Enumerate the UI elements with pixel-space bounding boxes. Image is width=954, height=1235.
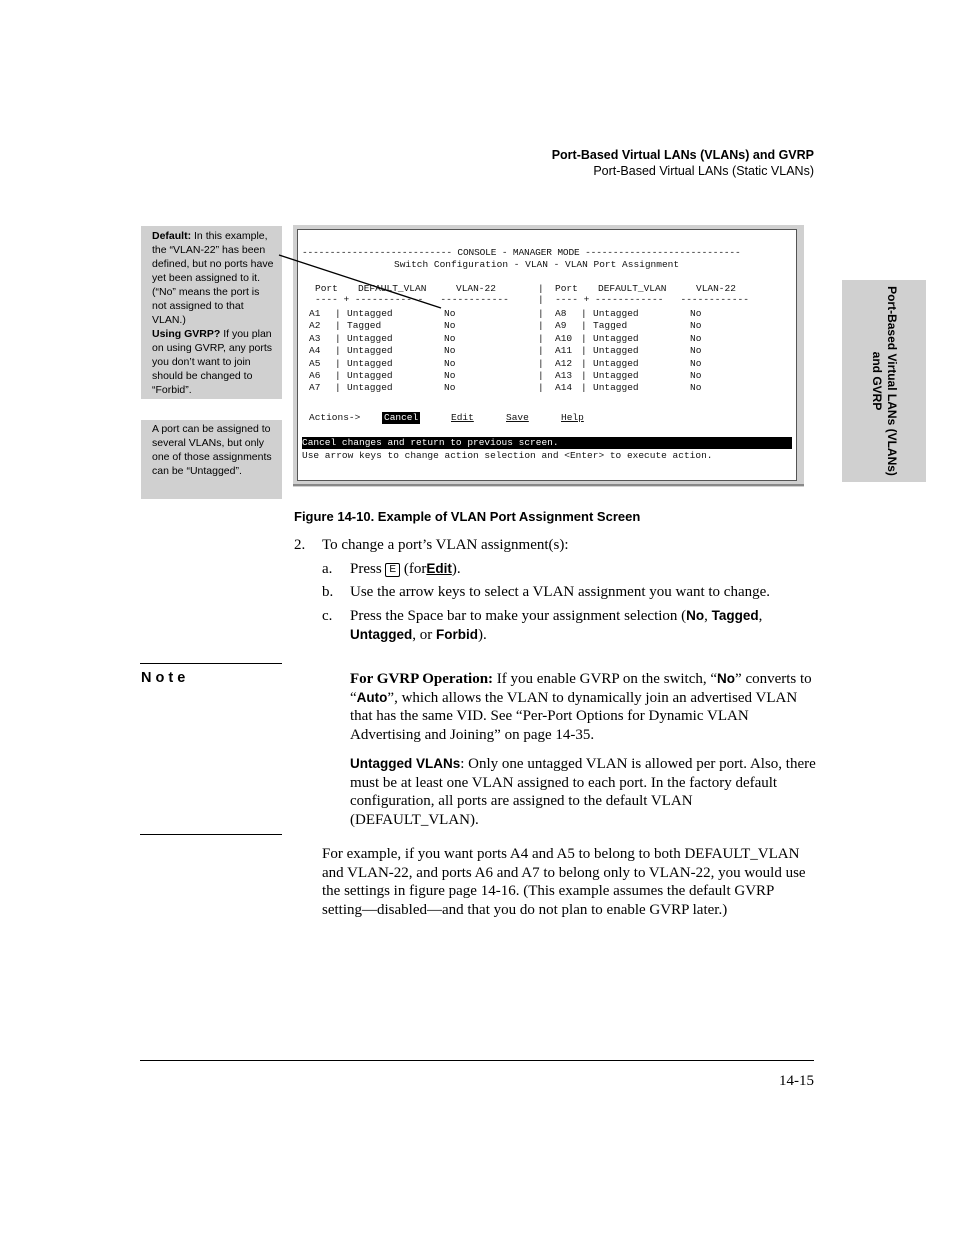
cell-port: A8 — [555, 308, 567, 319]
cell-vlan22[interactable]: No — [690, 370, 702, 381]
note-gvrp-no: No — [717, 671, 736, 686]
note-untagged-head: Untagged VLANs — [350, 756, 461, 771]
status-line: Cancel changes and return to previous screen. — [302, 437, 792, 449]
running-header-title: Port-Based Virtual LANs (VLANs) and GVRP — [551, 148, 814, 162]
row-separator: | — [335, 308, 341, 319]
cell-default-vlan[interactable]: Untagged — [593, 345, 639, 357]
note-gvrp-text: If you plan on using GVRP, any ports you don’t want to join should be changed to “Forbid”. — [152, 328, 273, 396]
substep-a — [350, 560, 461, 579]
row-separator: | — [335, 345, 341, 357]
substep-a-letter: a. — [322, 561, 333, 577]
side-tab-label: Port-Based Virtual LANs (VLANs) and GVRP — [870, 286, 899, 476]
page-number: 14-15 — [779, 1073, 814, 1089]
cell-default-vlan[interactable]: Untagged — [593, 357, 639, 369]
col-header-vlan22-right: VLAN-22 — [696, 283, 736, 294]
help-line: Use arrow keys to change action selection and <Enter> to execute action. — [302, 450, 713, 461]
substep-c-text: Press the Space bar to make your assignment selection ( — [350, 608, 687, 624]
cell-default-vlan[interactable]: Tagged — [593, 320, 628, 332]
example-paragraph: For example, if you want ports A4 and A5 to belong to both DEFAULT_VLAN and VLAN-22, and ports A6 and A7 to belong only to VLAN-22, you would use the settings in figure page 14-16. (This example assumes the default GVRP setting—disabled—and that you do not plan to enable GVRP later.) — [322, 846, 806, 918]
cell-port: A6 — [309, 370, 321, 381]
cell-port: A11 — [555, 345, 573, 357]
row-separator: | — [581, 308, 587, 319]
cell-default-vlan[interactable]: Untagged — [593, 308, 639, 319]
action-cancel[interactable]: Cancel — [384, 412, 419, 423]
substep-a-press: Press — [350, 561, 382, 577]
row-separator: | — [335, 382, 341, 394]
substep-a-end: ). — [451, 561, 461, 577]
col-header-vlan22-left: VLAN-22 — [456, 283, 496, 294]
cell-default-vlan[interactable]: Untagged — [593, 370, 639, 381]
note-bottom-rule — [140, 834, 282, 835]
cell-default-vlan[interactable]: Untagged — [347, 382, 393, 394]
substep-a-for: (for — [403, 561, 427, 577]
note-label: N o t e — [141, 670, 186, 686]
note-top-rule — [140, 663, 282, 664]
action-help-label: Help — [561, 412, 584, 423]
footer-rule — [140, 1060, 814, 1061]
cell-port: A5 — [309, 357, 321, 369]
figure-caption: Figure 14-10. Example of VLAN Port Assignment Screen — [294, 509, 641, 524]
opt-untagged: Untagged — [350, 626, 413, 642]
row-separator: | — [581, 357, 587, 369]
action-edit-label: Edit — [451, 412, 474, 423]
cell-default-vlan[interactable]: Untagged — [347, 332, 393, 344]
cell-port: A13 — [555, 370, 573, 381]
cell-vlan22[interactable]: No — [444, 345, 456, 357]
cell-vlan22[interactable]: No — [444, 308, 456, 319]
substep-a-edit: Edit — [426, 561, 452, 576]
cell-port: A12 — [555, 357, 573, 369]
column-divider: | — [538, 382, 544, 394]
column-divider: | — [538, 345, 544, 357]
header-separator-left: ---- + ------------ ------------ — [315, 294, 509, 305]
note-gvrp-c: ”, which allows the VLAN to dynamically join an advertised VLAN that has the same VID. See “Per-Port Options for Dynamic VLAN Advertising and Joining” on page 14-35. — [350, 689, 798, 743]
note-gvrp-b: ” converts to “ — [350, 671, 812, 706]
substep-b-text: Use the arrow keys to select a VLAN assignment you want to change. — [350, 584, 771, 600]
column-divider: | — [538, 308, 544, 319]
row-separator: | — [335, 357, 341, 369]
substep-c-letter: c. — [322, 608, 333, 624]
cell-port: A10 — [555, 332, 573, 344]
cell-vlan22[interactable]: No — [444, 320, 456, 332]
row-separator: | — [335, 370, 341, 381]
cell-vlan22[interactable]: No — [690, 357, 702, 369]
header-separator-right: | ---- + ------------ ------------ — [538, 294, 749, 305]
cell-vlan22[interactable]: No — [690, 320, 702, 332]
substep-c-or: , or — [412, 626, 433, 643]
cell-default-vlan[interactable]: Untagged — [347, 357, 393, 369]
row-separator: | — [581, 345, 587, 357]
note-untagged-text: : Only one untagged VLAN is allowed per port. Also, there must be at least one VLAN assigned to each port. In the factory default configuration, all ports are assigned to the default VLAN (DEFAULT_VLAN). — [350, 756, 816, 828]
cell-default-vlan[interactable]: Untagged — [593, 382, 639, 394]
cell-vlan22[interactable]: No — [690, 345, 702, 357]
note-gvrp-a: If you enable GVRP on the switch, “ — [496, 671, 718, 687]
note-untagged-text: A port can be assigned to several VLANs, but only one of those assignments can be “Untagged”. — [152, 423, 272, 477]
row-separator: | — [335, 332, 341, 344]
step-2-number: 2. — [294, 537, 306, 553]
cell-default-vlan[interactable]: Untagged — [347, 345, 393, 357]
cell-default-vlan[interactable]: Untagged — [347, 308, 393, 319]
actions-label: Actions-> — [309, 412, 361, 423]
substep-c-end: ). — [478, 626, 487, 643]
cell-port: A1 — [309, 308, 321, 319]
cell-vlan22[interactable]: No — [690, 382, 702, 394]
note-paragraph-gvrp — [350, 670, 816, 744]
substep-b-letter: b. — [322, 584, 334, 600]
cell-port: A2 — [309, 320, 321, 332]
note-gvrp-label: Using GVRP? — [152, 328, 221, 340]
column-divider: | — [538, 320, 544, 332]
e-key-icon: E — [385, 563, 400, 577]
cell-port: A7 — [309, 382, 321, 394]
note-default-label: Default: — [152, 230, 192, 242]
col-header-default-right: DEFAULT_VLAN — [598, 283, 667, 294]
running-header-subtitle: Port-Based Virtual LANs (Static VLANs) — [593, 164, 814, 178]
note-gvrp-head: For GVRP Operation: — [350, 671, 494, 687]
note-default-text: In this example, the “VLAN-22” has been defined, but no ports have yet been assigned to it. (“No” means the port is not assigned to that VLAN.) — [152, 230, 274, 326]
opt-tagged: Tagged — [711, 608, 759, 623]
col-header-port-left: Port — [315, 283, 338, 294]
cell-vlan22[interactable]: No — [444, 370, 456, 381]
opt-forbid: Forbid — [436, 626, 478, 642]
row-separator: | — [335, 320, 341, 332]
row-separator: | — [581, 332, 587, 344]
row-separator: | — [581, 320, 587, 332]
note-gvrp-auto: Auto — [356, 689, 388, 705]
cell-port: A4 — [309, 345, 321, 357]
cell-vlan22[interactable]: No — [444, 332, 456, 344]
cell-default-vlan[interactable]: Untagged — [347, 370, 393, 381]
note-paragraph-untagged — [350, 755, 816, 829]
column-divider: | — [538, 283, 544, 294]
cell-port: A14 — [555, 382, 573, 394]
opt-no: No — [686, 608, 705, 623]
column-divider: | — [538, 357, 544, 369]
column-divider: | — [538, 370, 544, 381]
col-header-default-left: DEFAULT_VLAN — [358, 283, 427, 294]
cell-default-vlan[interactable]: Untagged — [593, 332, 639, 344]
cell-port: A3 — [309, 332, 321, 344]
step-2-text: To change a port’s VLAN assignment(s): — [322, 537, 569, 553]
cell-default-vlan[interactable]: Tagged — [347, 320, 382, 332]
cell-vlan22[interactable]: No — [690, 308, 702, 319]
cell-port: A9 — [555, 320, 567, 332]
row-separator: | — [581, 382, 587, 394]
console-subtitle: Switch Configuration - VLAN - VLAN Port Assignment — [394, 259, 680, 270]
cell-vlan22[interactable]: No — [690, 332, 702, 344]
col-header-port-right: Port — [555, 283, 578, 294]
cell-vlan22[interactable]: No — [444, 382, 456, 394]
cell-vlan22[interactable]: No — [444, 357, 456, 369]
row-separator: | — [581, 370, 587, 381]
substep-c: Press the Space bar to make your assignment selection (No, Tagged, Untagged, or Forbid). — [350, 608, 763, 643]
column-divider: | — [538, 332, 544, 344]
action-save-label: Save — [506, 412, 529, 423]
console-title-bar: --------------------------- CONSOLE - MANAGER MODE ---------------------------- — [302, 247, 741, 258]
